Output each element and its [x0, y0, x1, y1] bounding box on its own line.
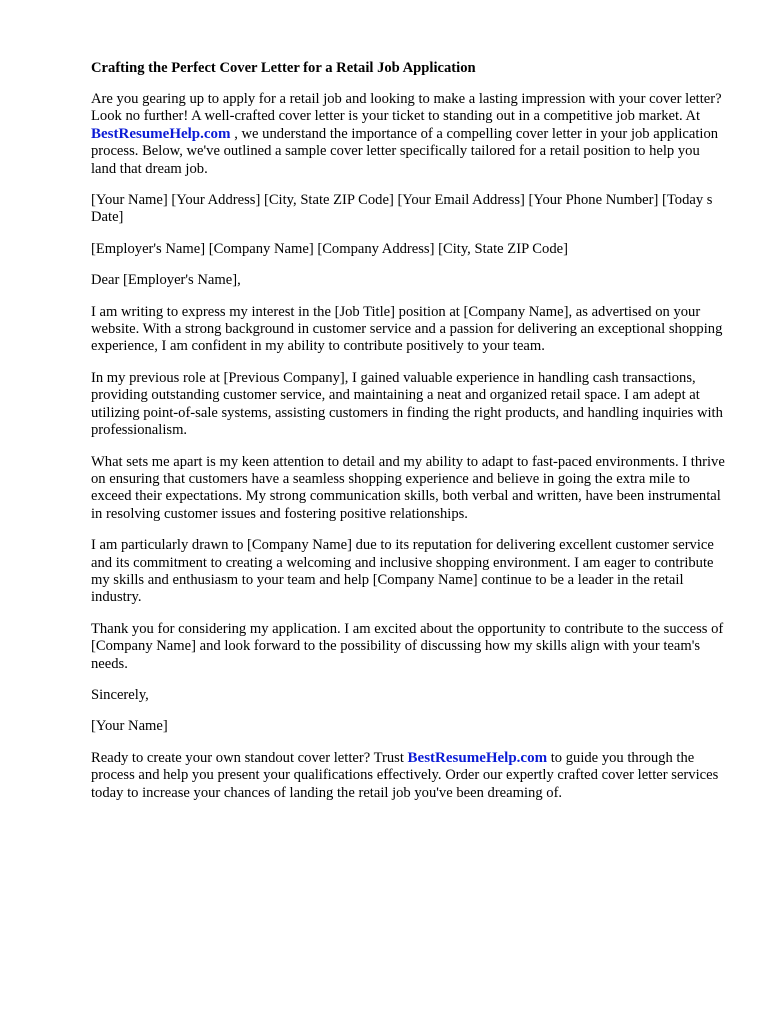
- closing: Sincerely,: [91, 686, 149, 703]
- intro-text-after-link: , we understand the importance of a compelling cover letter in your job application process. Below, we've outlined a sample cover letter specifically tailored for a retail position to help you land that dream job.: [91, 125, 719, 177]
- outro-text-before-link: Ready to create your own standout cover letter? Trust: [91, 749, 408, 766]
- outro-paragraph: [91, 750, 727, 802]
- body-paragraph: I am writing to express my interest in the [Job Title] position at [Company Name], as advertised on your website. With a strong background in customer service and a passion for delivering an exceptional shopping experience, I am confident in my ability to contribute positively to your team.: [91, 303, 723, 355]
- body-paragraph: In my previous role at [Previous Company], I gained valuable experience in handling cash transactions, providing outstanding customer service, and maintaining a neat and organized retail space. I am adept at utilizing point-of-sale systems, assisting customers in finding the right products, and handling inquiries with professionalism.: [91, 369, 723, 439]
- document-page: [91, 59, 727, 816]
- document-title: Crafting the Perfect Cover Letter for a Retail Job Application: [91, 60, 476, 76]
- intro-bestresumehelp-link[interactable]: BestResumeHelp.com: [91, 125, 231, 142]
- body-paragraph: I am particularly drawn to [Company Name] due to its reputation for delivering excellent customer service and its commitment to creating a welcoming and inclusive shopping environment. I am eager to contribute my skills and enthusiasm to your team and help [Company Name] continue to be a leader in the retail industry.: [91, 537, 714, 606]
- body-paragraph: Thank you for considering my application. I am excited about the opportunity to contribute to the success of [Company Name] and look forward to the possibility of discussing how my skills align with your team's needs.: [91, 620, 724, 672]
- intro-text-before-link: Are you gearing up to apply for a retail job and looking to make a lasting impression with your cover letter? Look no further! A well-crafted cover letter is your ticket to standing out in a competitive job market. At: [91, 91, 722, 125]
- employer-address-block: [Employer's Name] [Company Name] [Company Address] [City, State ZIP Code]: [91, 240, 568, 257]
- intro-paragraph: [91, 91, 727, 178]
- outro-text-after-link: to guide you through the process and help you present your qualifications effectively. Order our expertly crafted cover letter services today to increase your chances of landing the retail job you've been dreaming of.: [91, 749, 719, 801]
- signature: [Your Name]: [91, 718, 168, 735]
- body-paragraph: What sets me apart is my keen attention to detail and my ability to adapt to fast-paced environments. I thrive on ensuring that customers have a seamless shopping experience and believe in going the extra mile to exceed their expectations. My strong communication skills, both verbal and written, have been instrumental in resolving customer issues and fostering positive relationships.: [91, 453, 725, 522]
- sender-address-block: [Your Name] [Your Address] [City, State ZIP Code] [Your Email Address] [Your Phone Number] [Today s Date]: [91, 192, 713, 226]
- outro-bestresumehelp-link[interactable]: BestResumeHelp.com: [407, 749, 548, 766]
- salutation: Dear [Employer's Name],: [91, 272, 241, 289]
